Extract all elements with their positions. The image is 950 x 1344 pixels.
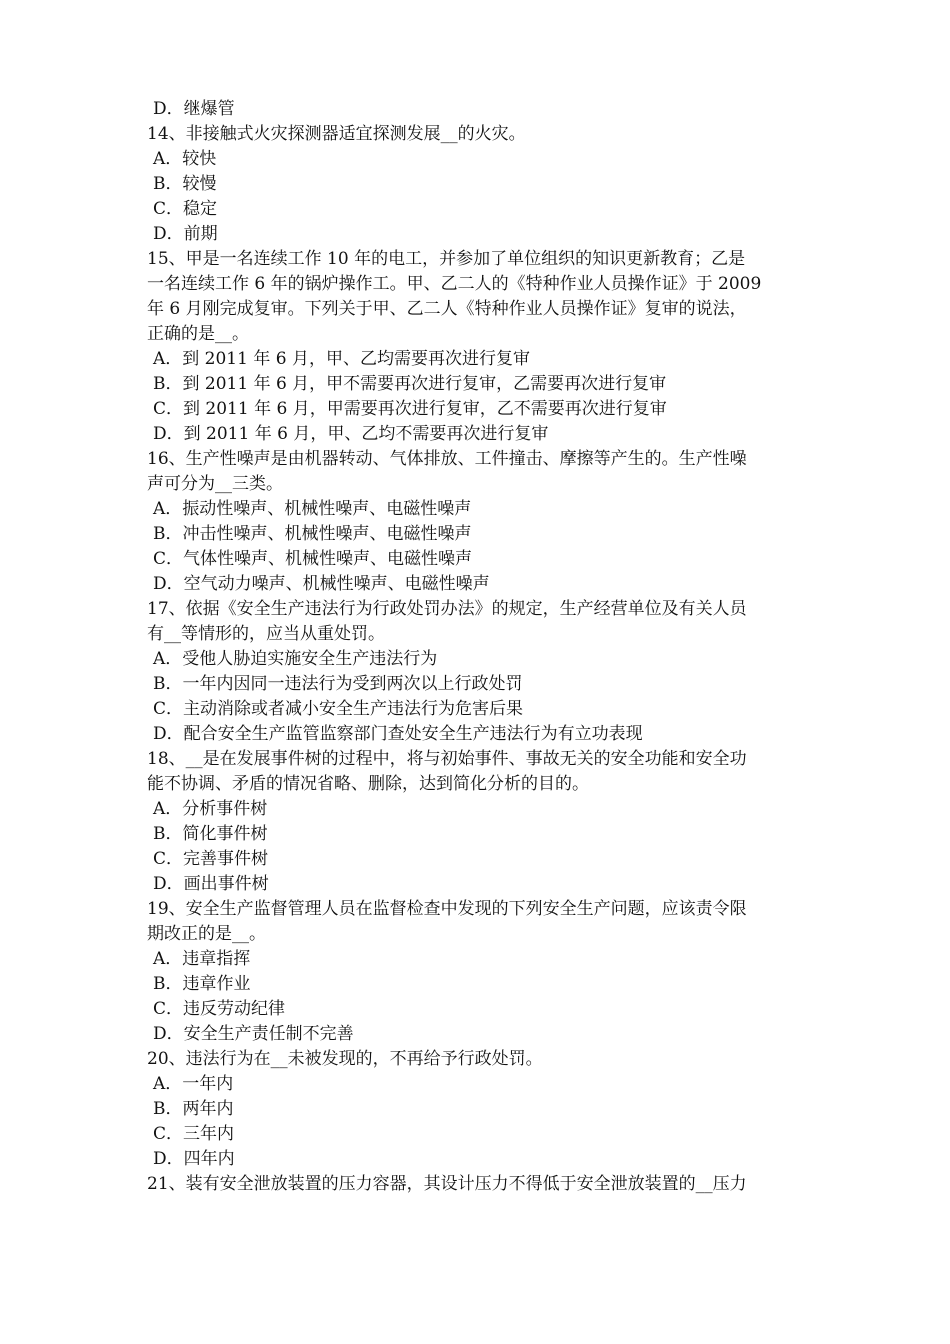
answer-option: D．空气动力噪声、机械性噪声、电磁性噪声 <box>153 574 490 594</box>
question-line: 正确的是__。 <box>147 324 249 344</box>
question-line: 20、违法行为在__未被发现的，不再给予行政处罚。 <box>147 1049 543 1069</box>
answer-option: C．稳定 <box>153 199 218 219</box>
answer-option: D．安全生产责任制不完善 <box>153 1024 354 1044</box>
answer-option: D．画出事件树 <box>153 874 269 894</box>
answer-option: A．一年内 <box>153 1074 234 1094</box>
question-line: 16、生产性噪声是由机器转动、气体排放、工件撞击、摩擦等产生的。生产性噪 <box>147 449 747 469</box>
answer-option: D．配合安全生产监管监察部门查处安全生产违法行为有立功表现 <box>153 724 643 744</box>
answer-option: C．完善事件树 <box>153 849 269 869</box>
answer-option: B．两年内 <box>153 1099 234 1119</box>
question-line: 期改正的是__。 <box>147 924 266 944</box>
answer-option: B．简化事件树 <box>153 824 268 844</box>
answer-option: A．违章指挥 <box>153 949 251 969</box>
answer-option: B．一年内因同一违法行为受到两次以上行政处罚 <box>153 674 523 694</box>
question-line: 有__等情形的，应当从重处罚。 <box>147 624 385 644</box>
question-line: 一名连续工作 6 年的锅炉操作工。甲、乙二人的《特种作业人员操作证》于 2009 <box>147 274 762 294</box>
answer-option: B．到 2011 年 6 月，甲不需要再次进行复审，乙需要再次进行复审 <box>153 374 667 394</box>
answer-option: A．振动性噪声、机械性噪声、电磁性噪声 <box>153 499 472 519</box>
question-line: 17、依据《安全生产违法行为行政处罚办法》的规定，生产经营单位及有关人员 <box>147 599 747 619</box>
answer-option: C．三年内 <box>153 1124 235 1144</box>
answer-option: D．前期 <box>153 224 218 244</box>
question-line: 19、安全生产监督管理人员在监督检查中发现的下列安全生产问题，应该责令限 <box>147 899 747 919</box>
answer-option: B．较慢 <box>153 174 217 194</box>
answer-option: D．四年内 <box>153 1149 235 1169</box>
question-line: 14、非接触式火灾探测器适宜探测发展__的火灾。 <box>147 124 526 144</box>
answer-option: C．违反劳动纪律 <box>153 999 286 1019</box>
answer-option: D．到 2011 年 6 月，甲、乙均不需要再次进行复审 <box>153 424 549 444</box>
answer-option: C．到 2011 年 6 月，甲需要再次进行复审，乙不需要再次进行复审 <box>153 399 667 419</box>
answer-option: A．到 2011 年 6 月，甲、乙均需要再次进行复审 <box>153 349 530 369</box>
answer-option: B．冲击性噪声、机械性噪声、电磁性噪声 <box>153 524 472 544</box>
question-line: 21、装有安全泄放装置的压力容器，其设计压力不得低于安全泄放装置的__压力 <box>147 1174 747 1194</box>
answer-option: B．违章作业 <box>153 974 251 994</box>
answer-option: A．受他人胁迫实施安全生产违法行为 <box>153 649 438 669</box>
question-line: 年 6 月刚完成复审。下列关于甲、乙二人《特种作业人员操作证》复审的说法， <box>147 299 747 319</box>
question-line: 声可分为__三类。 <box>147 474 283 494</box>
question-line: 15、甲是一名连续工作 10 年的电工，并参加了单位组织的知识更新教育；乙是 <box>147 249 746 269</box>
answer-option: D．继爆管 <box>153 99 235 119</box>
question-line: 能不协调、矛盾的情况省略、删除，达到简化分析的目的。 <box>147 774 589 794</box>
document-page <box>147 97 812 1197</box>
answer-option: A．较快 <box>153 149 217 169</box>
question-line: 18、__是在发展事件树的过程中，将与初始事件、事故无关的安全功能和安全功 <box>147 749 747 769</box>
answer-option: C．气体性噪声、机械性噪声、电磁性噪声 <box>153 549 473 569</box>
answer-option: C．主动消除或者减小安全生产违法行为危害后果 <box>153 699 524 719</box>
answer-option: A．分析事件树 <box>153 799 268 819</box>
